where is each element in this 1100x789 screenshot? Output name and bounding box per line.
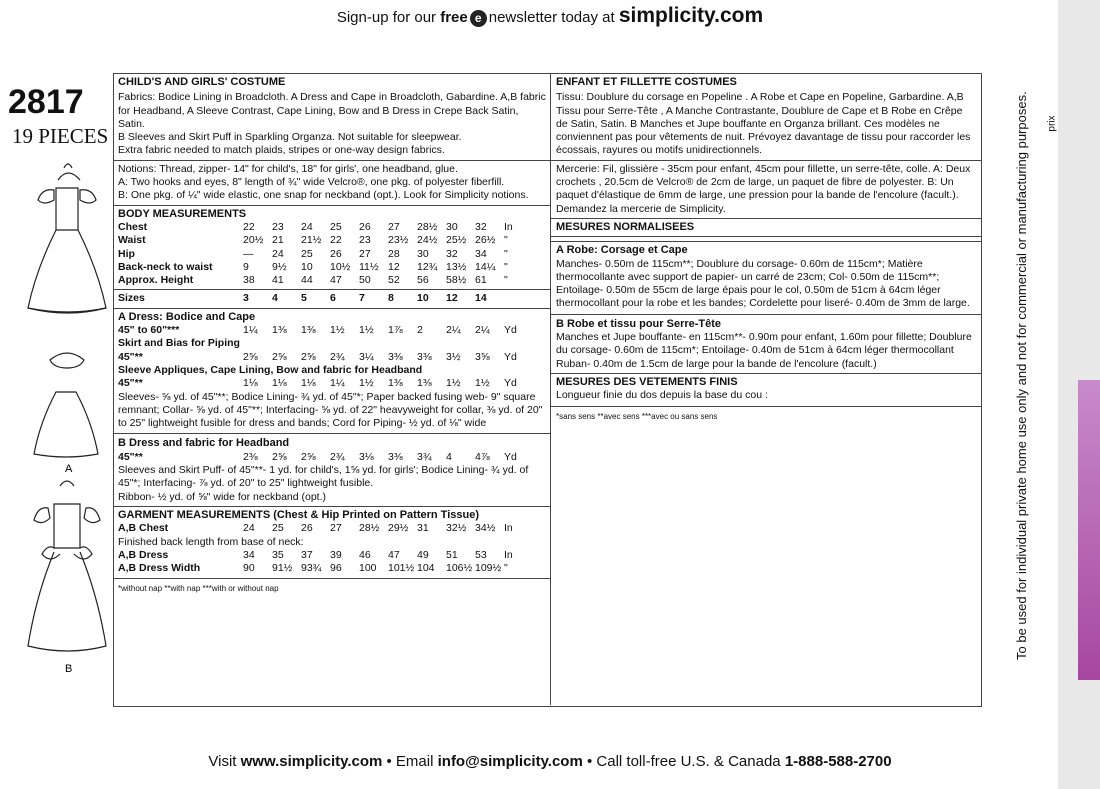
size-value: 8 — [388, 292, 394, 305]
row-value: 27 — [359, 247, 371, 260]
en-notions-b: B: One pkg. of ¼" wide elastic, one snap for neckband (opt.). Look for Simplicity notions. — [118, 189, 529, 202]
en-rule-2 — [113, 205, 551, 206]
row-value: 30 — [417, 247, 429, 260]
en-a-note: Sleeves- ⅝ yd. of 45"**; Bodice Lining- ¾ yd. of 45"*; Paper backed fusing web- 9" square remnant; Collar- ⅝ yd. of 45"**; Interfacing- ⅝ yd. of 22" heavyweight for collar, ⅜ yd. of 20" to 25" lightweight fusible for dress and bands; Cord for Piping- ½ yd. of ⅛" wide — [118, 390, 543, 430]
fr-garment-back: Longueur finie du dos depuis la base du cou : — [556, 389, 768, 402]
row-value: 25 — [301, 247, 313, 260]
row-value: 3¾ — [417, 450, 432, 463]
measurement-row — [118, 351, 517, 364]
row-value: 101½ — [388, 562, 415, 575]
row-value: 41 — [272, 274, 284, 287]
row-label: Sleeve Appliques, Cape Lining, Bow and fabric for Headband — [118, 363, 423, 376]
row-value: 1½ — [446, 377, 461, 390]
size-value: 10 — [417, 292, 429, 305]
en-a-table — [118, 324, 517, 390]
size-value: 14 — [475, 292, 487, 305]
row-value: 3¼ — [359, 350, 374, 363]
row-value: 1⅞ — [388, 324, 403, 337]
fr-rule-2 — [551, 218, 981, 219]
row-value: 10 — [301, 260, 313, 273]
measurement-row — [118, 364, 517, 377]
fr-rule-5 — [551, 314, 981, 315]
en-body-title: BODY MEASUREMENTS — [118, 207, 247, 220]
fr-mercerie: Mercerie: Fil, glissière - 35cm pour enfant, 45cm pour fillette, un serre-tête, colle. A: Deux crochets , 20.5cm de Velcro® de 2cm de large, un paquet de fibre de polyester. B: Un paquet d'élastique de 6mm de large, une pression pour la bande de l'encolure (facult.). Demandez la mercerie de Simplicity. — [556, 162, 971, 215]
row-value: 52 — [388, 274, 400, 287]
fr-a-note: Manches- 0.50m de 115cm**; Doublure du corsage- 0.60m de 115cm*; Matière thermocollante avec support de papier- un carré de 23cm; Col- 0.50m de 115cm**; Entoilage- 0.50m de 55cm de large épais pour le col, 0.50m de 51cm à 64cm léger thermocollant pour la robe et les bandes; Cordelette pour liseré- 0.40m de 3mm de large. — [556, 257, 970, 310]
row-value: 31 — [417, 522, 429, 535]
row-value: 30 — [446, 220, 458, 233]
row-value: 3⅝ — [475, 350, 490, 363]
row-value: 27 — [330, 522, 342, 535]
row-value: 23 — [359, 234, 371, 247]
row-value: 26 — [301, 522, 313, 535]
row-value: 100 — [359, 562, 377, 575]
sizes-row — [118, 292, 504, 305]
row-unit: Yd — [504, 377, 517, 390]
row-value: 34 — [475, 247, 487, 260]
row-value: 4⅞ — [475, 450, 490, 463]
row-value: 2⅝ — [301, 450, 316, 463]
measurement-row — [118, 274, 513, 287]
row-value: 109½ — [475, 562, 502, 575]
size-value: 6 — [330, 292, 336, 305]
row-value: 2 — [417, 324, 423, 337]
en-notions-a: A: Two hooks and eyes, 8" length of ¾" wide Velcro®, one pkg. of polyester fiberfill. — [118, 176, 505, 189]
size-value: 5 — [301, 292, 307, 305]
en-nap-legend: *without nap **with nap ***with or without nap — [118, 584, 279, 594]
row-value: 34 — [243, 548, 255, 561]
en-sizes-table — [118, 292, 504, 305]
row-value: 1½ — [359, 377, 374, 390]
row-value: 32 — [446, 247, 458, 260]
measurement-row — [118, 261, 513, 274]
row-label: A,B Dress Width — [118, 562, 201, 575]
row-value: 2⅝ — [243, 350, 258, 363]
en-rule-7 — [113, 578, 551, 579]
row-value: 1⅜ — [301, 324, 316, 337]
fr-tissu: Tissu: Doublure du corsage en Popeline . A Robe et Cape en Popeline, Garbardine. A,B Tissu pour Serre-Tête , A Manche Contrastante, Doublure de Cape et B Robe en Crêpe de Satin, Satin. B Manches et Jupe bouffante en Organza brillant. Ces modèles ne conviennent pas pour vêtements de nuit. Prévoyez davantage de tissu pour raccorder les écossais, rayures ou motifs unidirectionnels. — [556, 91, 971, 157]
row-value: 2⅝ — [301, 350, 316, 363]
row-value: 58½ — [446, 274, 467, 287]
en-garment-title: GARMENT MEASUREMENTS (Chest & Hip Printed on Pattern Tissue) — [118, 508, 479, 521]
footer-email-label: • Email — [382, 753, 438, 770]
row-label: Chest — [118, 220, 148, 233]
row-unit: " — [504, 247, 508, 260]
dress-back-drawing — [28, 481, 106, 651]
row-value: 2⅝ — [272, 450, 287, 463]
row-unit: Yd — [504, 450, 517, 463]
row-value: 23 — [272, 220, 284, 233]
measurement-row — [118, 377, 517, 390]
pattern-pieces: 19 PIECES — [12, 124, 109, 148]
en-rule-4 — [113, 308, 551, 309]
row-value: 1⅛ — [301, 377, 316, 390]
row-value: 44 — [301, 274, 313, 287]
row-value: 39 — [330, 548, 342, 561]
row-value: 4 — [446, 450, 452, 463]
row-value: 3⅜ — [388, 450, 403, 463]
measurement-row — [118, 451, 517, 464]
row-label: Hip — [118, 247, 135, 260]
row-value: 1½ — [330, 324, 345, 337]
row-unit: In — [504, 548, 513, 561]
measurement-row — [118, 337, 517, 350]
banner-free: free — [440, 9, 468, 26]
row-label: 45"** — [118, 450, 143, 463]
row-value: 22 — [330, 234, 342, 247]
row-value: 2⅝ — [272, 350, 287, 363]
pattern-number: 2817 — [8, 83, 84, 121]
en-garment-chest-table — [118, 522, 513, 535]
en-fabrics2: B Sleeves and Skirt Puff in Sparkling Organza. Not suitable for sleepwear. — [118, 131, 462, 144]
row-unit: Yd — [504, 350, 517, 363]
row-value: 96 — [330, 562, 342, 575]
row-value: 1½ — [359, 324, 374, 337]
row-value: 3⅜ — [417, 350, 432, 363]
row-value: 12 — [388, 260, 400, 273]
row-value: 46 — [359, 548, 371, 561]
row-value: 61 — [475, 274, 487, 287]
row-value: 1⅜ — [388, 377, 403, 390]
fr-rule-3 — [551, 236, 981, 237]
row-value: — — [243, 247, 254, 260]
row-value: 2¼ — [446, 324, 461, 337]
row-value: 11½ — [359, 260, 379, 273]
row-value: 1⅜ — [417, 377, 432, 390]
fr-rule-7 — [551, 406, 981, 407]
row-value: 50 — [359, 274, 371, 287]
measurement-row — [118, 234, 513, 247]
row-value: 26 — [330, 247, 342, 260]
cape-drawing — [34, 353, 98, 457]
measurement-row — [118, 221, 513, 234]
en-fabrics3: Extra fabric needed to match plaids, stripes or one-way design fabrics. — [118, 144, 445, 157]
row-value: 23½ — [388, 234, 409, 247]
row-value: 47 — [330, 274, 342, 287]
row-value: 1¼ — [330, 377, 345, 390]
column-divider — [550, 73, 551, 705]
row-value: 1¼ — [243, 324, 258, 337]
fr-rule-1 — [551, 160, 981, 161]
french-column — [556, 76, 976, 423]
row-unit: Yd — [504, 324, 517, 337]
en-rule-6 — [113, 506, 551, 507]
row-value: 24 — [301, 220, 313, 233]
en-b-note2: Ribbon- ½ yd. of ⅝" wide for neckband (opt.) — [118, 490, 327, 503]
row-value: 2¼ — [475, 324, 490, 337]
en-garment-back: Finished back length from base of neck: — [118, 535, 304, 548]
row-value: 35 — [272, 548, 284, 561]
row-value: 25 — [330, 220, 342, 233]
row-value: 22 — [243, 220, 255, 233]
en-rule-3 — [113, 289, 551, 290]
en-notions: Notions: Thread, zipper- 14" for child's, 18" for girls', one headband, glue. — [118, 162, 458, 175]
en-b-table — [118, 451, 517, 464]
dress-front-drawing — [28, 164, 106, 313]
row-value: 38 — [243, 274, 255, 287]
measurement-row — [118, 324, 517, 337]
row-value: 9½ — [272, 260, 287, 273]
row-value: 20½ — [243, 234, 264, 247]
row-value: 14¼ — [475, 260, 496, 273]
measurement-row — [118, 562, 513, 575]
row-value: 10½ — [330, 260, 351, 273]
technical-drawings — [20, 160, 115, 700]
en-rule-1 — [113, 160, 551, 161]
newsletter-banner — [0, 4, 1100, 28]
row-value: 91½ — [272, 562, 293, 575]
envelope-flap-color — [1078, 380, 1100, 680]
row-label: 45" to 60"*** — [118, 324, 180, 337]
row-value: 93¾ — [301, 562, 322, 575]
brand-link[interactable]: simplicity.com — [618, 4, 764, 27]
e-newsletter-icon: e — [470, 10, 487, 27]
fr-rule-6 — [551, 373, 981, 374]
fr-b-title: B Robe et tissu pour Serre-Tête — [556, 317, 722, 330]
row-unit: In — [504, 522, 513, 535]
usage-restriction-note — [1000, 91, 1029, 680]
row-value: 90 — [243, 562, 255, 575]
row-value: 1½ — [475, 377, 490, 390]
contact-footer — [0, 753, 1100, 770]
row-value: 56 — [417, 274, 429, 287]
row-value: 9 — [243, 260, 249, 273]
figure-label-a: A — [65, 463, 73, 475]
fr-rule-4 — [551, 241, 981, 242]
en-a-title: A Dress: Bodice and Cape — [118, 310, 256, 323]
english-column — [118, 76, 546, 596]
row-value: 1⅜ — [272, 324, 287, 337]
size-value: 4 — [272, 292, 278, 305]
row-value: 26 — [359, 220, 371, 233]
row-value: 1⅛ — [272, 377, 287, 390]
row-value: 53 — [475, 548, 487, 561]
banner-mid: newsletter today at — [488, 9, 619, 26]
fr-b-note2: Ruban- 0.40m de 1.5cm de large pour la bande de l'encolure (facult.) — [556, 357, 877, 370]
row-unit: " — [504, 260, 508, 273]
measurement-row — [118, 549, 513, 562]
row-value: 2¾ — [330, 450, 345, 463]
row-value: 25 — [272, 522, 284, 535]
measurement-row — [118, 248, 513, 261]
row-unit: " — [504, 274, 508, 287]
row-value: 3½ — [446, 350, 461, 363]
en-fabrics: Fabrics: Bodice Lining in Broadcloth. A Dress and Cape in Broadcloth, Gabardine. A,B fabric for Headband, A Sleeve Contrast, Cape Lining, Bow and B Dress in Crepe Back Satin, Satin. — [118, 91, 546, 130]
row-value: 24 — [272, 247, 284, 260]
size-value: 3 — [243, 292, 249, 305]
row-value: 21 — [272, 234, 284, 247]
row-value: 3⅜ — [388, 350, 403, 363]
row-value: 28½ — [417, 220, 438, 233]
en-b-note: Sleeves and Skirt Puff- of 45"**- 1 yd. for child's, 1⅝ yd. for girls'; Bodice Lining- ¾ yd. of 45"*; Interfacing- ⅞ yd. of 20" to 25" lightweight fusible. — [118, 464, 529, 490]
fr-garment-title: MESURES DES VETEMENTS FINIS — [556, 375, 738, 388]
row-unit: " — [504, 234, 508, 247]
row-value: 28½ — [359, 522, 380, 535]
row-label: Skirt and Bias for Piping — [118, 337, 240, 350]
row-unit: In — [504, 220, 513, 233]
row-value: 32½ — [446, 522, 467, 535]
en-b-title: B Dress and fabric for Headband — [118, 437, 290, 450]
banner-prefix: Sign-up for our — [336, 9, 441, 26]
row-value: 104 — [417, 562, 435, 575]
sizes-label: Sizes — [118, 292, 145, 305]
row-value: 2⅜ — [243, 450, 258, 463]
row-label: Approx. Height — [118, 274, 194, 287]
footer-call-label: • Call toll-free U.S. & Canada — [582, 753, 785, 770]
row-value: 28 — [388, 247, 400, 260]
row-value: 47 — [388, 548, 400, 561]
fr-b-note: Manches et Jupe bouffante- en 115cm**- 0.90m pour enfant, 1.60m pour fillette; Doublure du corsage- 0.60m de 115cm*; Entoilage- 0.40m de 51cm à 64cm léger thermocollant — [556, 331, 972, 357]
row-value: 24 — [243, 522, 255, 535]
footer-email-link[interactable]: info@simplicity.com — [437, 753, 583, 770]
fr-nap-legend: *sans sens **avec sens ***avec ou sans sens — [556, 411, 718, 421]
row-value: 21½ — [301, 234, 322, 247]
row-label: 45"** — [118, 350, 143, 363]
row-label: 45"** — [118, 377, 143, 390]
row-value: 27 — [388, 220, 400, 233]
row-value: 26½ — [475, 234, 496, 247]
fr-title: ENFANT ET FILLETTE COSTUMES — [556, 76, 737, 88]
row-label: A,B Dress — [118, 548, 169, 561]
row-value: 3⅛ — [359, 450, 374, 463]
size-value: 12 — [446, 292, 458, 305]
row-value: 13½ — [446, 260, 467, 273]
row-value: 25½ — [446, 234, 467, 247]
row-value: 2¾ — [330, 350, 345, 363]
en-title: CHILD'S AND GIRLS' COSTUME — [118, 76, 286, 88]
row-value: 24½ — [417, 234, 438, 247]
footer-phone-number[interactable]: 1-888-588-2700 — [784, 753, 892, 770]
size-value: 7 — [359, 292, 365, 305]
en-rule-5 — [113, 433, 551, 434]
row-value: 34½ — [475, 522, 496, 535]
row-value: 12¾ — [417, 260, 438, 273]
figure-label-b: B — [65, 663, 73, 675]
row-value: 51 — [446, 548, 458, 561]
fr-mes-title: MESURES NORMALISEES — [556, 220, 695, 233]
row-value: 37 — [301, 548, 313, 561]
row-value: 32 — [475, 220, 487, 233]
en-garment-table — [118, 549, 513, 576]
row-label: A,B Chest — [118, 522, 169, 535]
row-label: Back-neck to waist — [118, 260, 213, 273]
en-body-table — [118, 221, 513, 287]
row-label: Waist — [118, 234, 146, 247]
price-label: prix — [1046, 115, 1058, 132]
measurement-row — [118, 522, 513, 535]
row-value: 106½ — [446, 562, 473, 575]
row-value: 1⅛ — [243, 377, 258, 390]
fr-a-title: A Robe: Corsage et Cape — [556, 244, 688, 257]
usage-restriction-text: To be used for individual private home use only and not for commercial or manufacturing purposes. — [1014, 91, 1029, 660]
row-value: 49 — [417, 548, 429, 561]
footer-visit: Visit — [208, 753, 241, 770]
row-value: 29½ — [388, 522, 409, 535]
footer-website-link[interactable]: www.simplicity.com — [240, 753, 383, 770]
row-unit: " — [504, 562, 508, 575]
